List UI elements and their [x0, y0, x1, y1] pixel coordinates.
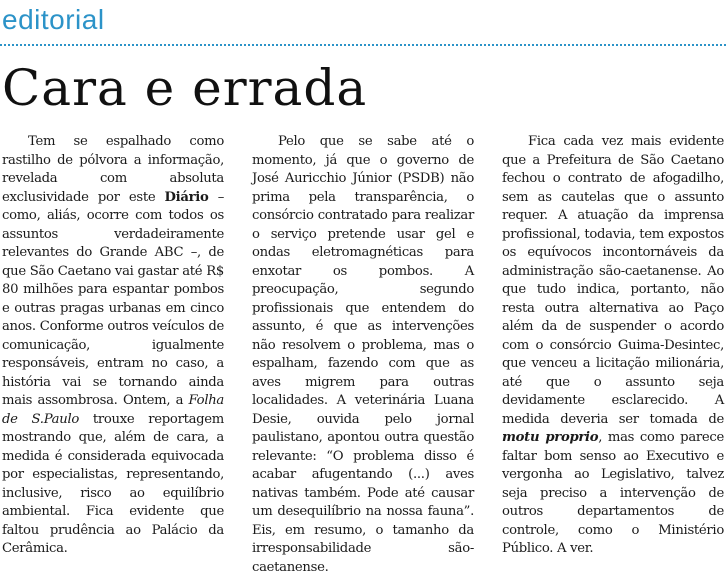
paragraph-text: , mas como parece faltar bom senso ao Executivo e vergonha ao Legislativo, talvez seja preciso a intervenção de outros departamentos de controle, como o Ministério Público. A ver.	[502, 430, 724, 556]
section-label: editorial	[2, 4, 105, 35]
article-column-1	[2, 133, 224, 559]
section-divider	[0, 44, 726, 46]
newspaper-name: Diário	[164, 189, 209, 205]
source-name: Folha de S.Paulo	[2, 393, 224, 427]
article-column-2	[252, 133, 474, 577]
paragraph-text: Tem se espalhado como rastilho de pólvora a informação, revelada com absoluta exclusividade por este	[2, 134, 224, 205]
paragraph-3	[502, 133, 724, 559]
latin-phrase: motu proprio	[502, 430, 599, 445]
article-column-3	[502, 133, 724, 559]
paragraph-text: – como, aliás, ocorre com todos os assuntos verdadeiramente relevantes do Grande ABC –, de que São Caetano vai gastar até R$ 80 milhões para espantar pombos e outras pragas urbanas em cinco anos. Conforme outros veículos de comunicação, igualmente responsáveis, entram no caso, a história vai se tornando ainda mais assombrosa. Ontem, a	[2, 189, 224, 408]
paragraph-text: trouxe reportagem mostrando que, além de cara, a medida é considerada equivocada por especialistas, representando, inclusive, risco ao equilíbrio ambiental. Fica evidente que faltou prudência ao Palácio da Cerâmica.	[2, 411, 224, 556]
headline: Cara e errada	[2, 59, 368, 117]
paragraph-1	[2, 133, 224, 559]
paragraph-2: Pelo que se sabe até o momento, já que o governo de José Auricchio Júnior (PSDB) não prima pela transparência, o consórcio contratado para realizar o serviço pretende usar gel e ondas eletromagnéticas para enxotar os pombos. A preocupação, segundo profissionais que entendem do assunto, é que as intervenções não resolvem o problema, mas o espalham, fazendo com que as aves migrem para outras localidades. A veterinária Luana Desie, ouvida pelo jornal paulistano, apontou outra questão relevante: “O problema disso é acabar afugentando (...) aves nativas também. Pode até causar um desequilíbrio na nossa fauna”. Eis, em resumo, o tamanho da irresponsabilidade são-caetanense.	[252, 134, 474, 575]
paragraph-text: Fica cada vez mais evidente que a Prefeitura de São Caetano fechou o contrato de afogadilho, sem as cautelas que o assunto requer. A atuação da imprensa profissional, todavia, tem expostos os equívocos incontornáveis da administração são-caetanense. Ao que tudo indica, portanto, não resta outra alternativa ao Paço além da de suspender o acordo com o consórcio Guima-Desintec, que venceu a licitação milionária, até que o assunto seja devidamente esclarecido. A medida deveria ser tomada de	[502, 134, 724, 427]
